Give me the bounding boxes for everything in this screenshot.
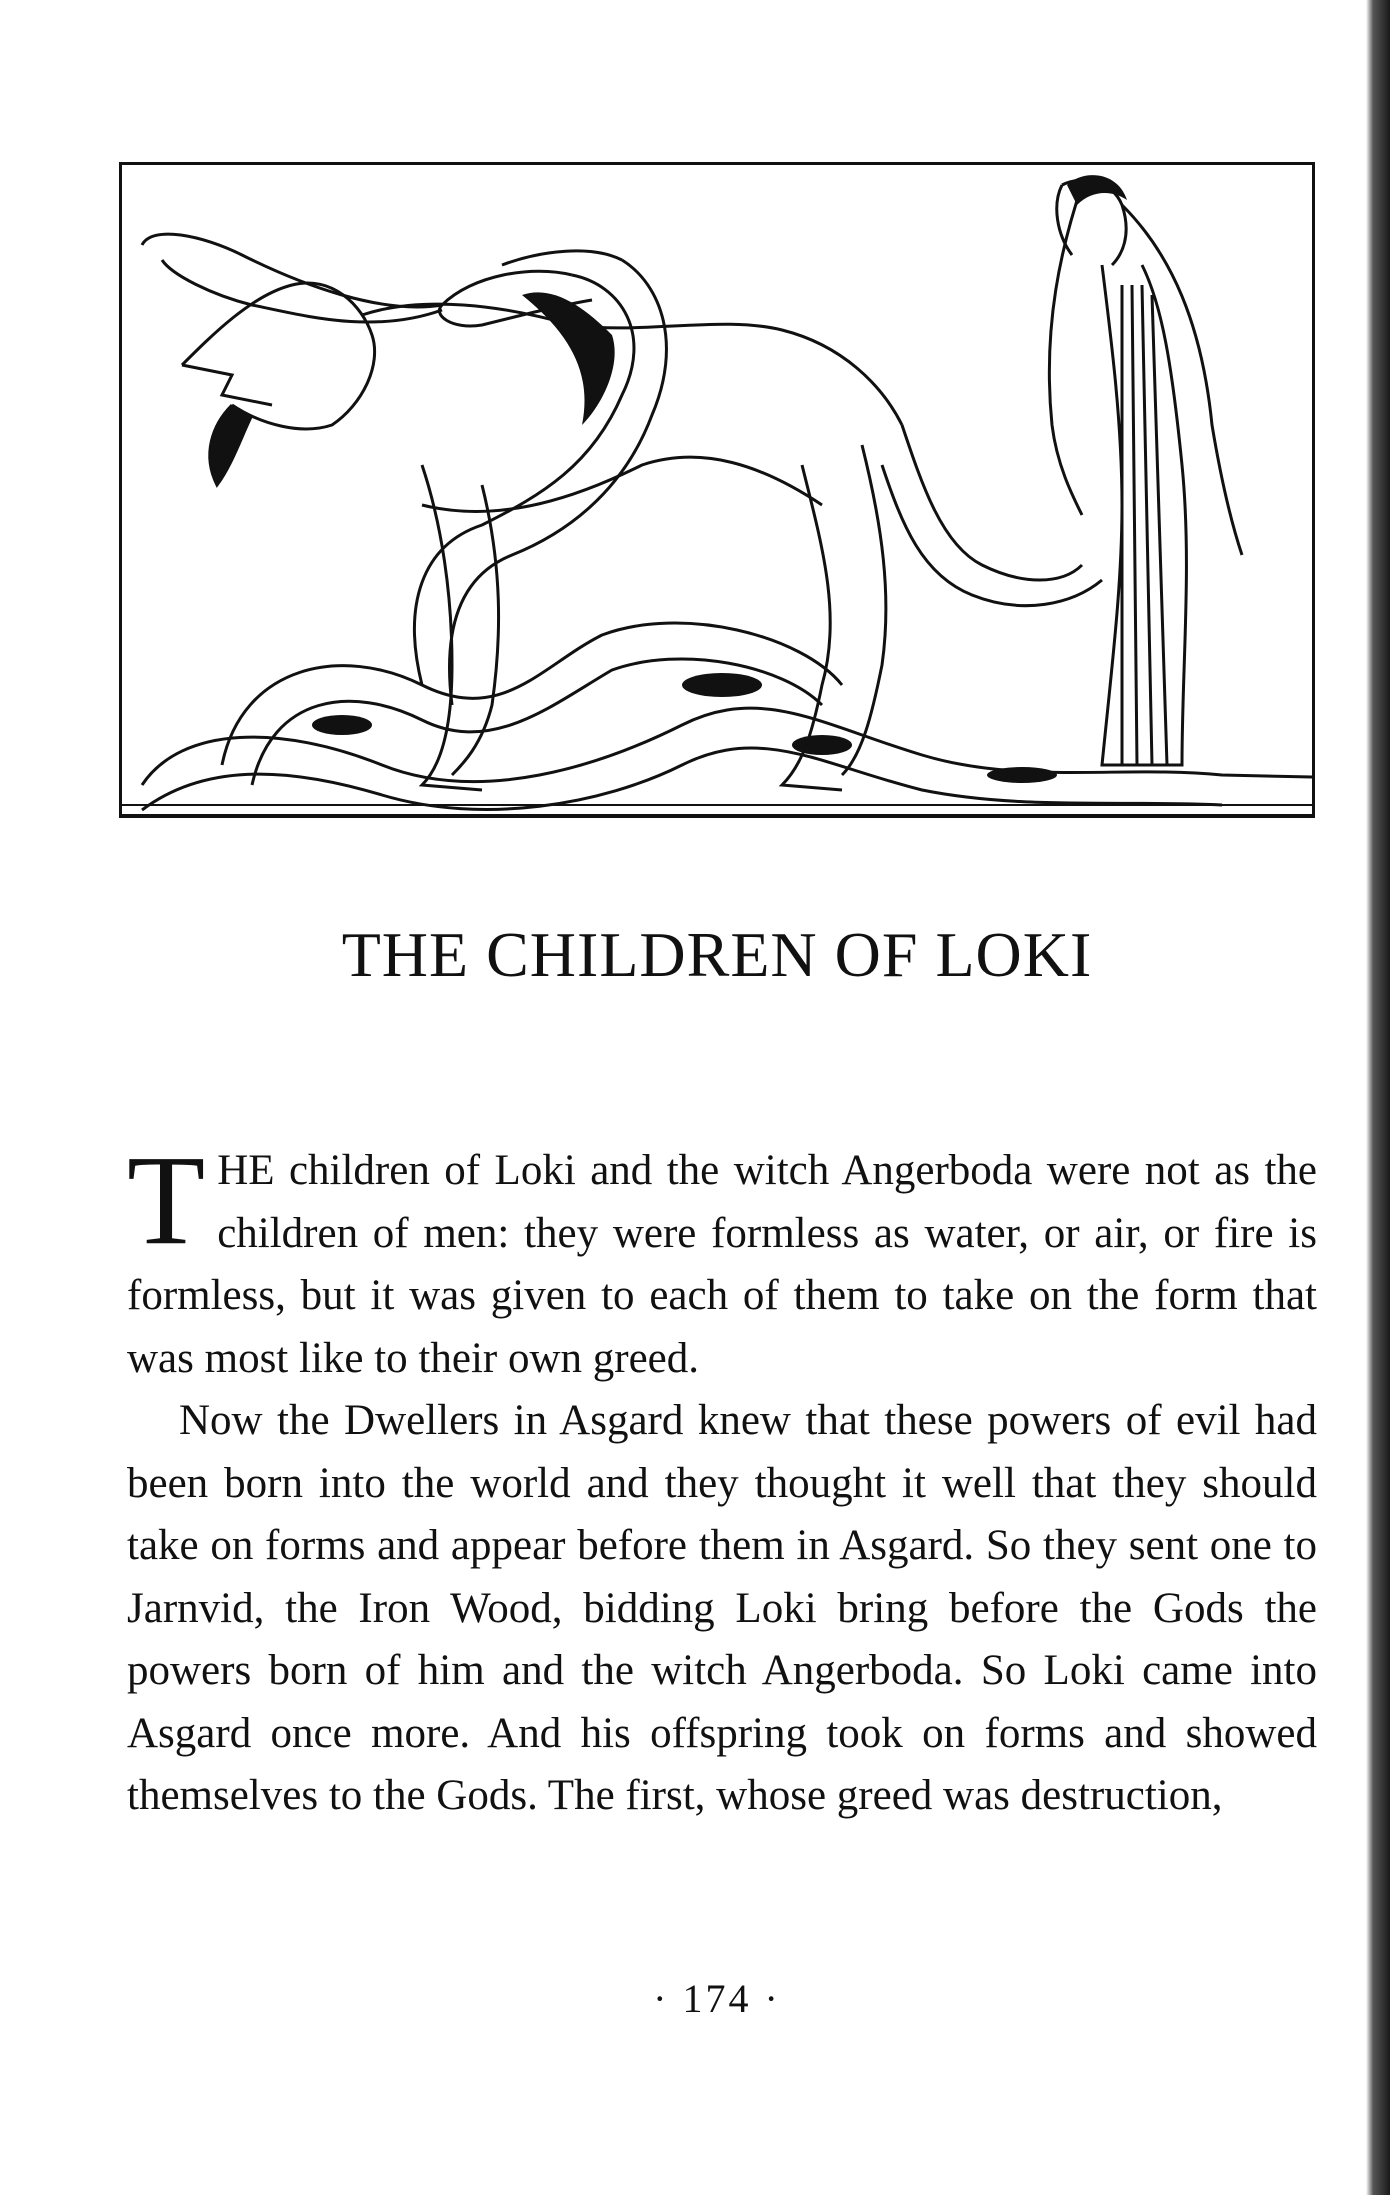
paragraph-2: Now the Dwellers in Asgard knew that these powers of evil had been born into the world and they thought it well that they should take on forms and appear before them in Asgard. So they sent one to Jarnvid, the Iron Wood, bidding Loki bring before the Gods the powers born of him and the witch Angerboda. So Loki came into Asgard once more. And his offspring took on forms and showed themselves to the Gods. The first, whose greed was destruction, [127,1397,1317,1819]
chapter-illustration [119,162,1315,818]
page-edge-shadow [1366,0,1390,2195]
page-number: · 174 · [653,1976,781,2021]
illustration-drawing [122,165,1312,815]
chapter-body [127,1129,1317,1828]
chapter-title: THE CHILDREN OF LOKI [341,919,1093,990]
paragraph-1 [127,1129,1317,1390]
paragraph-1-text: HE children of Loki and the witch Angerboda were not as the children of men: they were formless as water, or air, or fire is formless, but it was given to each of them to take on the form that was most like to their own greed. [127,1147,1317,1382]
drop-cap: T [127,1129,206,1271]
